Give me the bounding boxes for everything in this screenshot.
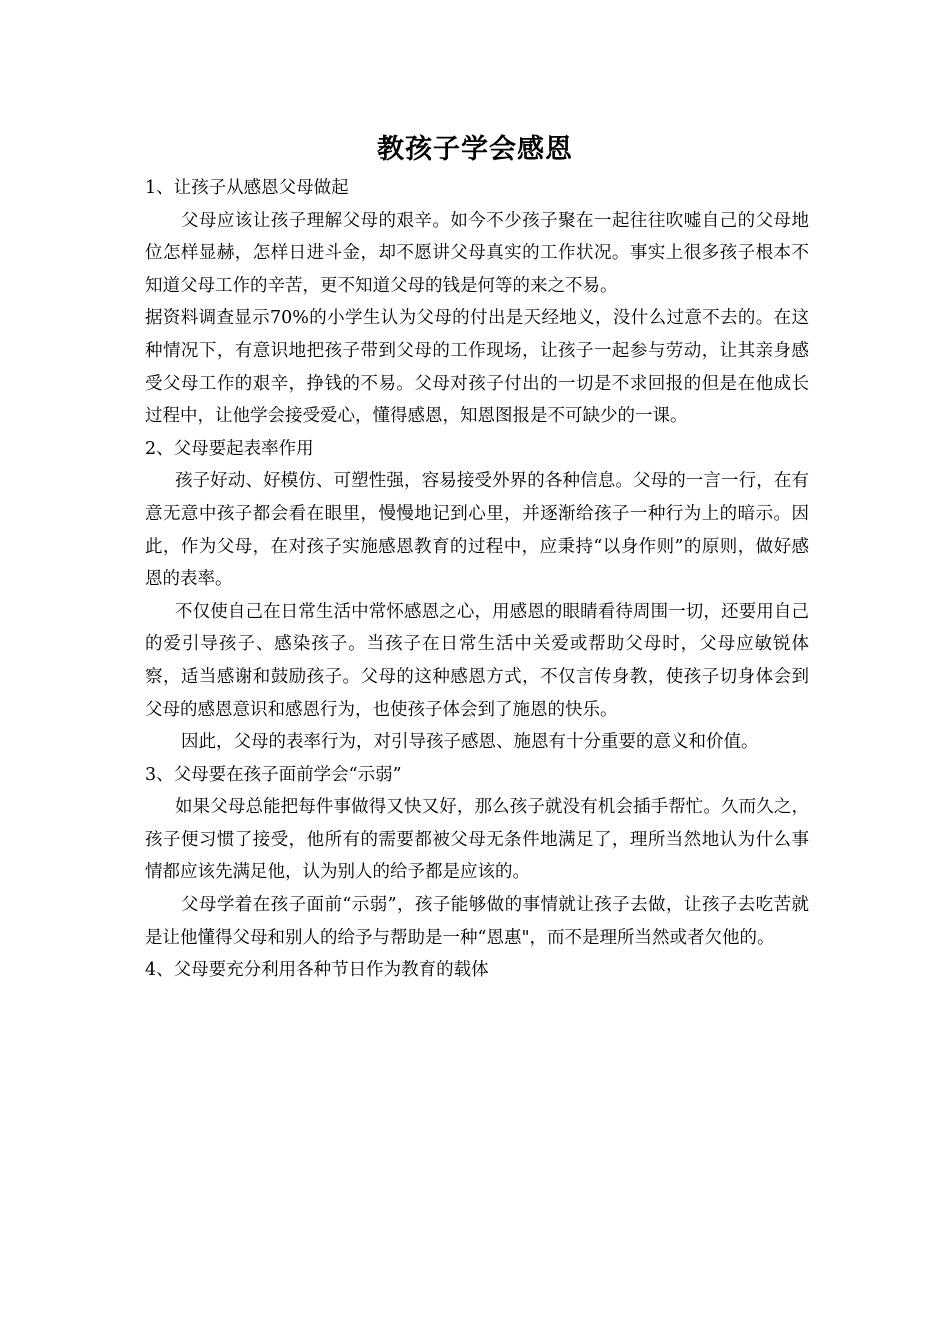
paragraph: 父母学着在孩子面前“示弱”，孩子能够做的事情就让孩子去做，让孩子去吃苦就是让他懂得父母和别人的给予与帮助是一种“恩惠"，而不是理所当然或者欠他的。 [145, 895, 809, 948]
section-heading-3: 3、父母要在孩子面前学会“示弱” [145, 764, 402, 785]
paragraph: 据资料调查显示70%的小学生认为父母的付出是天经地义，没什么过意不去的。在这种情况下，有意识地把孩子带到父母的工作现场，让孩子一起参与劳动，让其亲身感受父母工作的艰辛，挣钱的不易。父母对孩子付出的一切是不求回报的但是在他成长过程中，让他学会接受爱心，懂得感恩，知恩图报是不可缺少的一课。 [145, 308, 809, 427]
section-heading-1: 1、让孩子从感恩父母做起 [145, 178, 349, 198]
document-title: 教孩子学会感恩 [377, 134, 573, 165]
paragraph: 如果父母总能把每件事做得又快又好，那么孩子就没有机会插手帮忙。久而久之，孩子便习惯了接受，他所有的需要都被父母无条件地满足了，理所当然地认为什么事情都应该先满足他，认为别人的给予都是应该的。 [145, 797, 809, 883]
paragraph: 因此，父母的表率行为，对引导孩子感恩、施恩有十分重要的意义和价值。 [181, 732, 759, 753]
paragraph: 孩子好动、好模仿、可塑性强，容易接受外界的各种信息。父母的一言一行，在有意无意中孩子都会看在眼里，慢慢地记到心里，并逐渐给孩子一种行为上的暗示。因此，作为父母，在对孩子实施感恩教育的过程中，应秉持“以身作则”的原则，做好感恩的表率。 [145, 471, 809, 590]
paragraph: 父母应该让孩子理解父母的艰辛。如今不少孩子聚在一起往往吹嘘自己的父母地位怎样显赫，怎样日进斗金，却不愿讲父母真实的工作状况。事实上很多孩子根本不知道父母工作的辛苦，更不知道父母的钱是何等的来之不易。 [145, 210, 809, 296]
section-heading-2: 2、父母要起表率作用 [145, 438, 314, 459]
paragraph: 不仅使自己在日常生活中常怀感恩之心，用感恩的眼睛看待周围一切，还要用自己的爱引导孩子、感染孩子。当孩子在日常生活中关爱或帮助父母时，父母应敏锐体察，适当感谢和鼓励孩子。父母的这种感恩方式，不仅言传身教，使孩子切身体会到父母的感恩意识和感恩行为，也使孩子体会到了施恩的快乐。 [145, 601, 809, 720]
document-body [145, 172, 809, 987]
section-heading-4: 4、父母要充分利用各种节日作为教育的载体 [145, 960, 489, 981]
